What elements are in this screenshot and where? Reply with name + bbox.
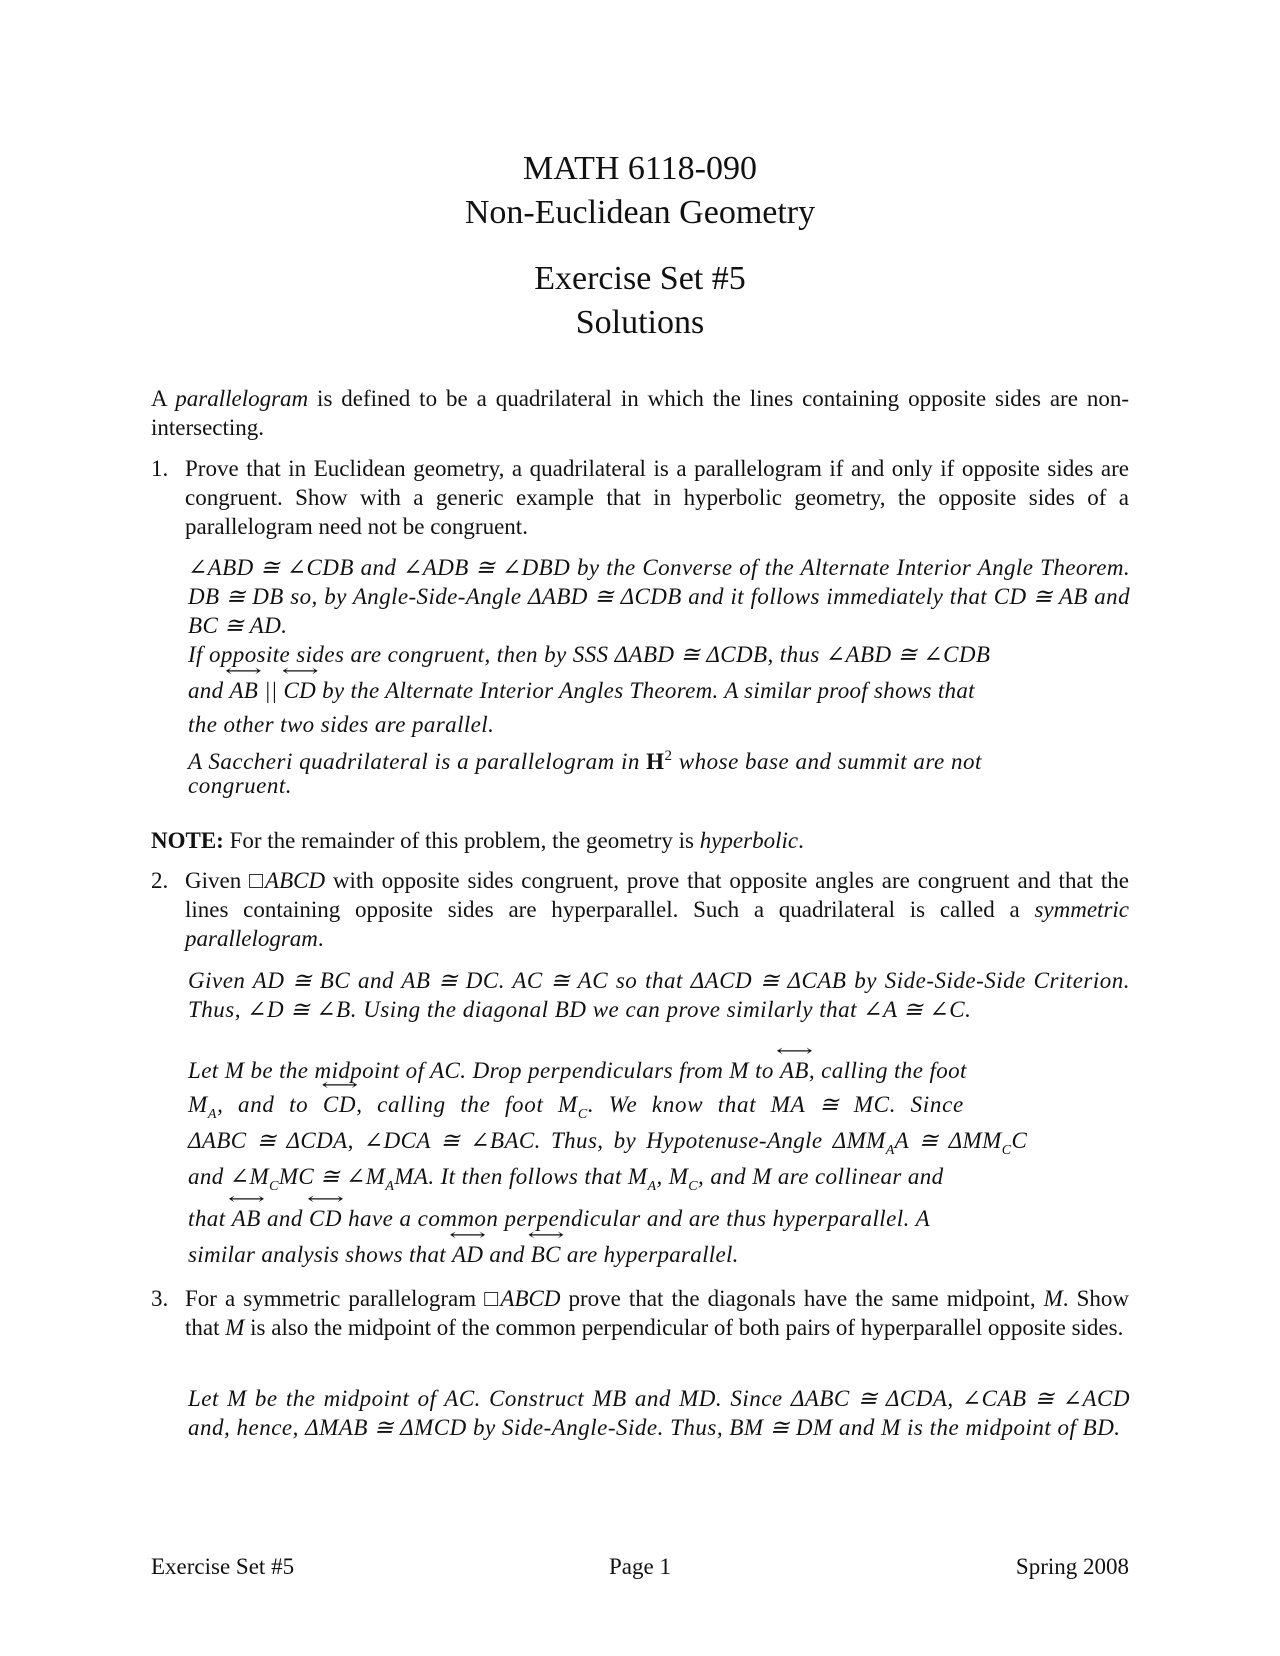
q3-text-3: . Show that bbox=[185, 1286, 1130, 1340]
q2-text-2: with opposite sides congruent, prove that opposite angles are congruent and that the lines containing opposite sides are hyperparallel. Such a quadrilateral is called a bbox=[185, 868, 1129, 922]
a2-line1-text1: Let M be the midpoint of AC. Drop perpendiculars from M to bbox=[188, 1058, 780, 1083]
footer-right: Spring 2008 bbox=[1015, 1554, 1129, 1579]
q3-m: M bbox=[1043, 1286, 1063, 1311]
q3-text-4: is also the midpoint of the common perpendicular of both pairs of hyperparallel opposite sides. bbox=[244, 1315, 1124, 1340]
answer-2-line-6 bbox=[188, 1240, 1130, 1269]
point-m: M bbox=[188, 1092, 208, 1117]
saccheri-text-1: A Saccheri quadrilateral is a parallelogram in bbox=[188, 749, 647, 774]
question-2 bbox=[151, 866, 1129, 953]
note-emphasis: hyperbolic bbox=[699, 828, 799, 853]
quadrilateral-symbol: □ bbox=[249, 868, 266, 893]
quadrilateral-symbol: □ bbox=[484, 1286, 501, 1311]
line-ad: ⟷ AD bbox=[452, 1240, 483, 1269]
line-ab: ⟷ AB bbox=[232, 1204, 261, 1233]
q3-m2: M bbox=[225, 1315, 245, 1340]
subscript-a: A bbox=[385, 1179, 395, 1194]
intro-paragraph bbox=[151, 384, 1129, 442]
intro-term: parallelogram bbox=[175, 386, 309, 411]
intro-text-1: A bbox=[151, 386, 176, 411]
answer-3: Let M be the midpoint of AC. Construct MB and MD. Since ΔABC ≅ ΔCDA, ∠CAB ≅ ∠ACD and, hence, ΔMAB ≅ ΔMCD by Side-Angle-Side. Thus, BM ≅ DM and M is the midpoint of BD. bbox=[188, 1386, 1130, 1440]
a2-line1-text2: , calling the foot bbox=[808, 1058, 967, 1083]
footer-page-number: Page 1 bbox=[609, 1554, 671, 1579]
a2-line5-text3: have a common perpendicular and are thus hyperparallel. A bbox=[341, 1206, 931, 1231]
subscript-c: C bbox=[1001, 1143, 1012, 1158]
line-cd: ⟷ CD bbox=[323, 1090, 356, 1119]
q3-text-2: prove that the diagonals have the same midpoint, bbox=[560, 1286, 1044, 1311]
question-3-text bbox=[185, 1284, 1129, 1342]
answer-2-part-1: Given AD ≅ BC and AB ≅ DC. AC ≅ AC so that ΔACD ≅ ΔCAB by Side-Side-Side Criterion. Thus, ∠D ≅ ∠B. Using the diagonal BD we can prove similarly that ∠A ≅ ∠C. bbox=[188, 968, 1130, 1022]
question-2-text bbox=[185, 866, 1129, 953]
answer-2-line-2 bbox=[188, 1090, 1130, 1129]
a2-line4-text5: , and M are collinear and bbox=[698, 1164, 944, 1189]
subscript-c: C bbox=[269, 1179, 279, 1194]
q2-text-3: . bbox=[317, 926, 324, 951]
note-end: . bbox=[798, 828, 804, 853]
hyperbolic-plane-exponent: 2 bbox=[664, 748, 673, 764]
solutions-title: Solutions bbox=[575, 304, 705, 341]
a2-line4-text1: and ∠M bbox=[188, 1164, 270, 1189]
subscript-c: C bbox=[577, 1107, 588, 1122]
answer-1-rest: by the Alternate Interior Angles Theorem. A similar proof shows that bbox=[316, 678, 975, 703]
subscript-a: A bbox=[647, 1179, 657, 1194]
a2-line2-text3: . We know that MA ≅ MC. Since bbox=[587, 1092, 964, 1117]
line-ab: ⟷ AB bbox=[780, 1056, 809, 1085]
answer-1-part-4: the other two sides are parallel. bbox=[188, 712, 495, 737]
a2-line3-text2: A ≅ ΔMM bbox=[894, 1128, 1002, 1153]
answer-1-and: and bbox=[188, 678, 230, 703]
intro-text-2: is defined to be a quadrilateral in which the lines containing opposite sides are non-intersecting. bbox=[151, 386, 1129, 440]
answer-1-part-2: If opposite sides are congruent, then by SSS ΔABD ≅ ΔCDB, thus ∠ABD ≅ ∠CDB bbox=[188, 642, 991, 667]
line-cd: ⟷ CD bbox=[284, 676, 317, 705]
answer-2-line-5 bbox=[188, 1204, 1130, 1233]
q2-text-1: Given bbox=[185, 868, 250, 893]
question-1 bbox=[151, 454, 1129, 541]
a2-line5-text1: that bbox=[188, 1206, 232, 1231]
footer-left: Exercise Set #5 bbox=[151, 1554, 295, 1579]
question-2-number: 2. bbox=[151, 868, 169, 893]
answer-1-part-1: ∠ABD ≅ ∠CDB and ∠ADB ≅ ∠DBD by the Converse of the Alternate Interior Angle Theorem. DB ≅ DB so, by Angle-Side-Angle ΔABD ≅ ΔCDB and it follows immediately that CD ≅ AB and BC ≅ AD. bbox=[188, 555, 1130, 638]
saccheri-text-2: whose base and summit are not bbox=[672, 749, 982, 774]
question-1-text: Prove that in Euclidean geometry, a quadrilateral is a parallelogram if and only if opposite sides are congruent. Show with a generic example that in hyperbolic geometry, the opposite sides of a parallelogram need not be congruent. bbox=[185, 456, 1129, 539]
q2-term: symmetric parallelogram bbox=[185, 897, 1129, 951]
a2-line3-text1: ΔABC ≅ ΔCDA, ∠DCA ≅ ∠BAC. Thus, by Hypotenuse-Angle ΔMM bbox=[188, 1128, 886, 1153]
a2-line4-text3: MA. It then follows that M bbox=[394, 1164, 648, 1189]
line-ab: ⟷ AB bbox=[229, 676, 258, 705]
a2-line4-text2: MC ≅ ∠M bbox=[278, 1164, 386, 1189]
question-1-number: 1. bbox=[151, 456, 169, 481]
note-text: For the remainder of this problem, the geometry is bbox=[223, 828, 700, 853]
q3-abcd: ABCD bbox=[500, 1286, 561, 1311]
subscript-a: A bbox=[885, 1143, 895, 1158]
hyperbolic-plane-symbol: H bbox=[646, 749, 665, 774]
a2-line2-text1: , and to bbox=[217, 1092, 323, 1117]
answer-2-line-3 bbox=[188, 1126, 1130, 1165]
q2-abcd: ABCD bbox=[265, 868, 326, 893]
line-cd: ⟷ CD bbox=[309, 1204, 342, 1233]
course-title: Non-Euclidean Geometry bbox=[464, 194, 816, 231]
a2-line6-text3: are hyperparallel. bbox=[560, 1242, 739, 1267]
note-line bbox=[151, 826, 1129, 855]
question-3-number: 3. bbox=[151, 1286, 169, 1311]
parallel-symbol: || bbox=[258, 678, 284, 703]
subscript-a: A bbox=[207, 1107, 218, 1122]
note-label: NOTE: bbox=[151, 828, 224, 853]
course-number: MATH 6118-090 bbox=[523, 150, 757, 187]
a2-line5-text2: and bbox=[260, 1206, 310, 1231]
q3-text-1: For a symmetric parallelogram bbox=[185, 1286, 485, 1311]
answer-1-part-3 bbox=[188, 676, 1130, 705]
exercise-set-title: Exercise Set #5 bbox=[534, 260, 746, 297]
subscript-c: C bbox=[688, 1179, 699, 1194]
a2-line3-text3: C bbox=[1011, 1128, 1028, 1153]
a2-line6-text2: and bbox=[483, 1242, 531, 1267]
question-3 bbox=[151, 1284, 1129, 1342]
point-m: M bbox=[558, 1092, 578, 1117]
answer-1-part-6: congruent. bbox=[188, 773, 293, 798]
line-bc: ⟷ BC bbox=[531, 1240, 561, 1269]
a2-line6-text1: similar analysis shows that bbox=[188, 1242, 452, 1267]
a2-line2-text2: , calling the foot bbox=[356, 1092, 558, 1117]
a2-line4-text4: , M bbox=[656, 1164, 689, 1189]
